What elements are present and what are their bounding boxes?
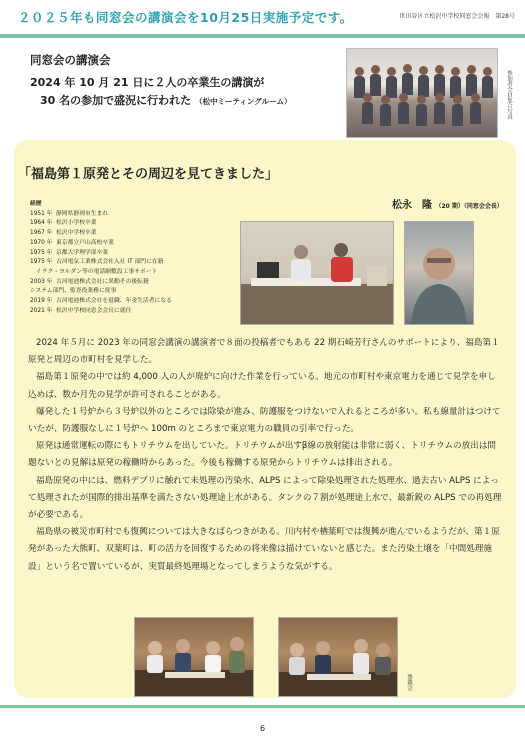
group-photo <box>346 48 498 138</box>
career-item: イラク・ヨルダン等の電話網敷設工事サポート <box>30 268 158 275</box>
career-item: 1975 年 古河電気工業株式会社入社 IT 部門に在籍 <box>30 259 164 266</box>
career-heading: 経歴 <box>30 201 42 207</box>
career-item: システム部門、監査役業務に従事 <box>30 288 117 295</box>
speaker-name: 松永 隆 <box>392 200 432 211</box>
speaker-portrait <box>404 221 474 325</box>
article-paragraph: 2024 年５月に 2023 年の同窓会講演の講演者で８面の投稿者でもある 22 期石崎芳行さんのサポートにより、福島第１原発と周辺の市町村を見学した。 <box>28 338 500 366</box>
article-paragraph: 福島第１原発の中では約 4,000 人の人が廃炉に向けた作業を行っている。地元の市町村や東京電力を通じて見学を申し込めば、数か月先の見学が許可されることがある。 <box>28 372 496 400</box>
career-item: 1970 年 東京都立戸山高校卒業 <box>30 239 114 246</box>
section-subtitle-venue: （松中ミーティングルーム） <box>194 97 292 106</box>
reception-photo-1 <box>134 617 254 697</box>
reception-photo-caption: 懇親会 <box>406 674 412 691</box>
top-divider <box>0 34 525 38</box>
lecture-photo <box>240 221 394 325</box>
reception-photo-2 <box>278 617 398 697</box>
section-subtitle-line2 <box>40 92 292 108</box>
career-item: 1951 年 静岡県静岡市生まれ <box>30 210 109 217</box>
bottom-divider <box>0 705 525 708</box>
talk-title: 「福島第１原発とその周辺を見てきました」 <box>18 167 279 182</box>
group-photo-caption: 参加者全員集合写真 <box>506 70 512 120</box>
career-item: 2003 年 古河電池株式会社に異動その後転籍 <box>30 278 149 285</box>
career-item: 2019 年 古河電池株式会社を退職、年金生活者になる <box>30 298 172 305</box>
article-paragraph: 爆発した１号炉から３号炉以外のところでは除染が進み、防護服をつけないで入れるところが多い。私も線量計はつけていたが、防護服なしに１号炉へ 100m のところまで東京電力の職員の引率で行った。 <box>28 406 501 435</box>
article-body <box>28 335 504 576</box>
section-subtitle-main: 30 名の参加で盛況に行われた <box>40 94 192 107</box>
career-item: 2021 年 松沢中学校同窓会会長に就任 <box>30 307 132 314</box>
page-number: 6 <box>259 724 266 733</box>
career-item: 1967 年 松沢中学校卒業 <box>30 230 97 237</box>
career-item: 1964 年 松沢小学校卒業 <box>30 220 97 227</box>
newsletter-publisher: 世田谷区立松沢中学校同窓会会報 第28号 <box>399 13 515 20</box>
article-paragraph: 原発は通常運転の際にもトリチウムを出していた。トリチウムが出すβ線の放射能は非常に弱く、トリチウムの放出は問題ないとの見解は原発の稼働時からあった。今後も稼働する原発からトリチウムは排出される。 <box>28 441 497 469</box>
speaker <box>392 196 503 211</box>
article-paragraph: 福島県の被災市町村でも復興については大きなばらつきがある。川内村や楢葉町では復興が進んでいるようだが、第１原発があった大熊町、双葉町は、町の活力を回復するための将来像は描けていないと感じた。また汚染土壌を「中間処理施設」という名で置いているが、実質最終処理場となってしまうような気がする。 <box>28 527 500 572</box>
career-list <box>30 200 172 316</box>
section-title: 同窓会の講演会 <box>30 53 111 67</box>
issue-headline: ２０２５年も同窓会の講演会を10月25日実施予定です。 <box>18 10 353 25</box>
career-item: 1975 年 京都大学理学部卒業 <box>30 249 109 256</box>
section-subtitle-line1: 2024 年 10 月 21 日に２人の卒業生の講演が <box>30 76 265 89</box>
article-paragraph: 福島原発の中には、燃料デブリに触れて未処理の汚染水、ALPS によって除染処理された処理水、過去古い ALPS によって処理されたが国際的排出基準を満たさない処理途上水がある。タンクの７割が処理途上水で、最新鋭の ALPS での再処理が必要である。 <box>28 475 502 521</box>
speaker-note: （20 期）（同窓会会長） <box>435 203 503 210</box>
